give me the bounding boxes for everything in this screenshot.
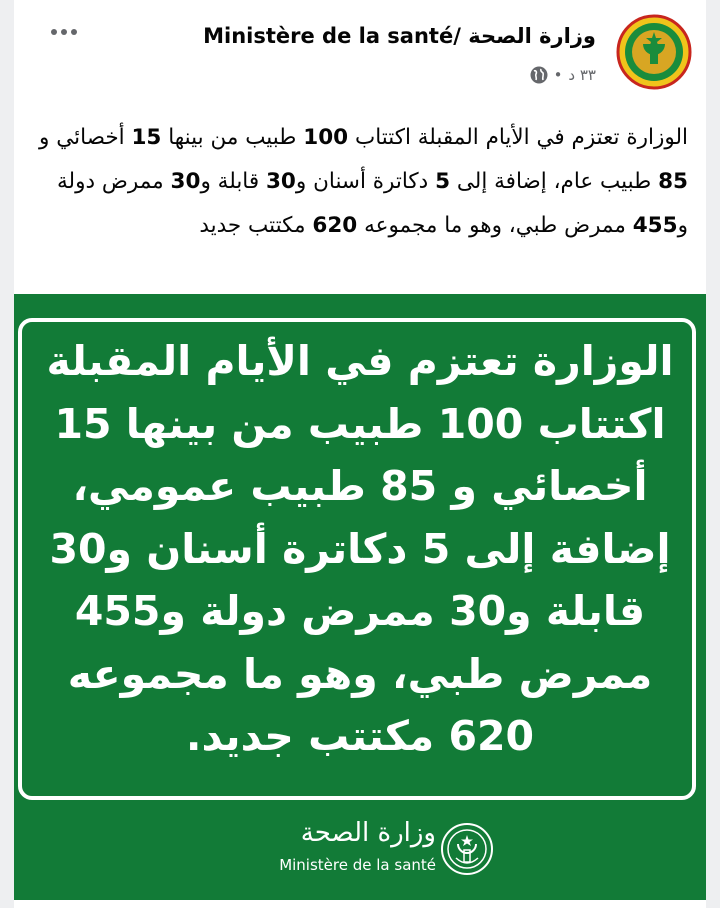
caption-text: ممرض طبي، وهو ما مجموعه bbox=[357, 213, 633, 238]
post-image[interactable] bbox=[14, 294, 706, 900]
post-caption bbox=[24, 116, 688, 248]
more-options-icon[interactable] bbox=[44, 20, 84, 44]
caption-text: مكتتب جديد bbox=[199, 213, 313, 238]
footer-ministry-arabic: وزارة الصحة bbox=[300, 818, 436, 848]
sign-text: الوزارة تعتزم في الأيام المقبلة اكتتاب 100 طبيب من بينها 15 أخصائي و 85 طبيب عمومي، إضافة إلى 5 دكاترة أسنان و30 قابلة و30 ممرض دولة و455 ممرض طبي، وهو ما مجموعه 620 مكتتب جديد. bbox=[46, 337, 674, 760]
facebook-post-card bbox=[14, 0, 706, 908]
caption-number: 100 bbox=[303, 125, 349, 150]
caption-text: دكاترة أسنان و bbox=[295, 169, 436, 194]
caption-number: 5 bbox=[435, 169, 451, 194]
caption-number: 30 bbox=[265, 169, 296, 194]
page-avatar[interactable] bbox=[616, 14, 692, 90]
caption-number: 30 bbox=[170, 169, 201, 194]
ministry-logo-icon bbox=[616, 14, 692, 90]
caption-text: طبيب عام، إضافة إلى bbox=[450, 169, 659, 194]
globe-icon[interactable] bbox=[530, 66, 548, 84]
caption-number: 15 bbox=[131, 125, 162, 150]
caption-text: أخصائي و bbox=[39, 125, 132, 150]
caption-number: 85 bbox=[658, 169, 688, 194]
caption-text: قابلة و bbox=[200, 169, 266, 194]
dot bbox=[71, 29, 77, 35]
caption-number: 620 bbox=[312, 213, 358, 238]
footer-ministry-french: Ministère de la santé bbox=[279, 856, 436, 874]
caption-text: طبيب من بينها bbox=[161, 125, 304, 150]
post-meta bbox=[530, 66, 596, 84]
post-timestamp[interactable]: ٣٣ د bbox=[568, 66, 596, 84]
national-seal-icon bbox=[440, 822, 494, 876]
caption-text: ممرض دولة و bbox=[57, 169, 688, 238]
caption-number: 455 bbox=[632, 213, 678, 238]
dot bbox=[51, 29, 57, 35]
dot bbox=[61, 29, 67, 35]
separator: • bbox=[553, 66, 563, 84]
footer-logo bbox=[244, 818, 494, 888]
caption-text: الوزارة تعتزم في الأيام المقبلة اكتتاب bbox=[348, 125, 688, 150]
page-name-link[interactable]: Ministère de la santé/ وزارة الصحة bbox=[203, 24, 596, 48]
